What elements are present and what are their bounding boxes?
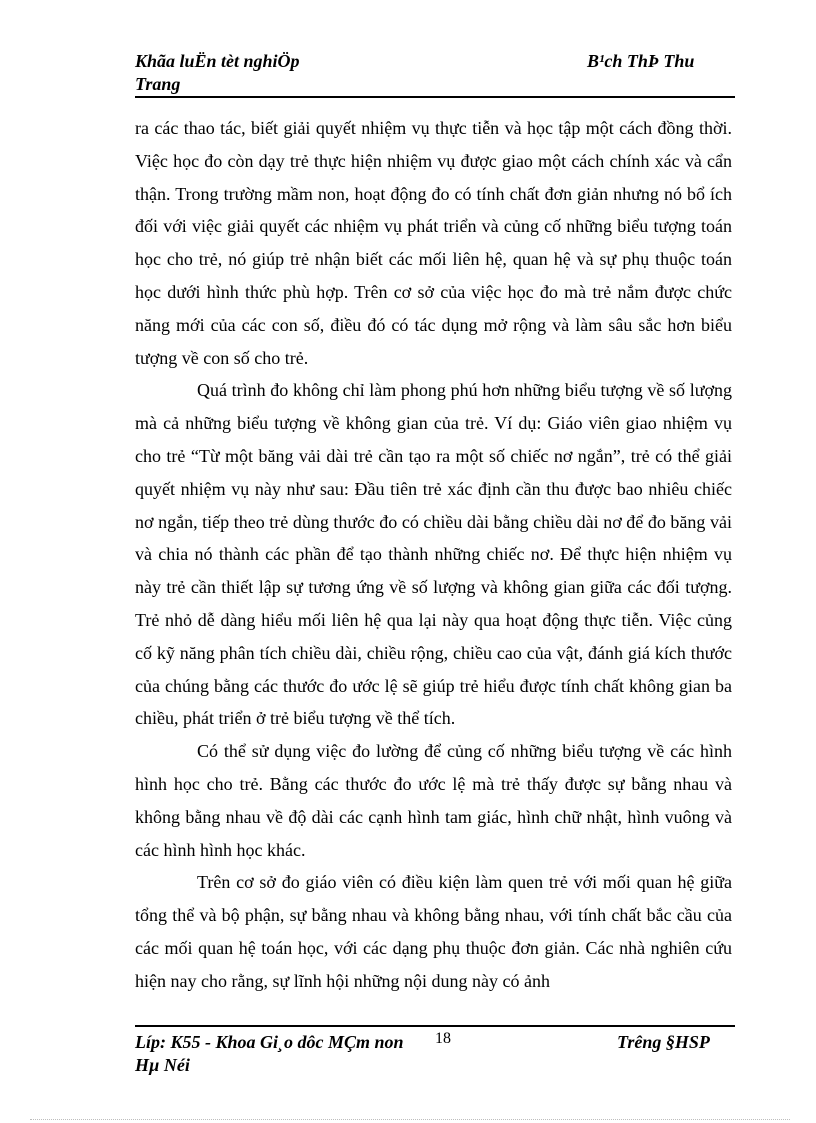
header-left [135, 50, 300, 96]
page-footer [135, 1025, 735, 1087]
header-trang-label: Trang [135, 74, 181, 94]
document-body [135, 112, 732, 998]
paragraph-1: ra các thao tác, biết giải quyết nhiệm vụ thực tiễn và học tập một cách đồng thời. Việc học đo còn dạy trẻ thực hiện nhiệm vụ được giao một cách chính xác và cẩn thận. Trong trường mầm non, hoạt động đo có tính chất đơn giản nhưng nó bổ ích đối với việc giải quyết các nhiệm vụ phát triển và củng cố những biểu tượng toán học cho trẻ, nó giúp trẻ nhận biết các mối liên hệ, quan hệ và sự phụ thuộc toán học dưới hình thức phù hợp. Trên cơ sở của việc học đo mà trẻ nắm được chức năng mới của các con số, điều đó có tác dụng mở rộng và làm sâu sắc hơn biểu tượng về con số cho trẻ. [135, 118, 732, 368]
page-header [135, 50, 735, 98]
paragraph-4: Trên cơ sở đo giáo viên có điều kiện làm quen trẻ với mối quan hệ giữa tổng thể và bộ phận, sự bằng nhau và không bằng nhau, với tính chất bắc cầu của các mối quan hệ toán học, với các dạng phụ thuộc đơn giản. Các nhà nghiên cứu hiện nay cho rằng, sự lĩnh hội những nội dung này có ảnh [135, 872, 732, 991]
footer-class-label: Líp: K55 - Khoa Gi¸o dôc MÇm non [135, 1032, 404, 1052]
header-thesis-label: Khãa luËn tèt nghiÖp [135, 51, 300, 71]
page-bottom-divider [30, 1119, 790, 1120]
paragraph-2: Quá trình đo không chỉ làm phong phú hơn những biểu tượng về số lượng mà cả những biểu tượng về không gian của trẻ. Ví dụ: Giáo viên giao nhiệm vụ cho trẻ “Từ một băng vải dài trẻ cần tạo ra một số chiếc nơ ngắn”, trẻ có thể giải quyết nhiệm vụ này như sau: Đầu tiên trẻ xác định cần thu được bao nhiêu chiếc nơ ngắn, tiếp theo trẻ dùng thước đo có chiều dài bằng chiều dài nơ để đo băng vải và chia nó thành các phần để tạo thành những chiếc nơ. Để thực hiện nhiệm vụ này trẻ cần thiết lập sự tương ứng về số lượng và không gian giữa các đối tượng. Trẻ nhỏ dễ dàng hiểu mối liên hệ qua lại này qua hoạt động thực tiễn. Việc củng cố kỹ năng phân tích chiều dài, chiều rộng, chiều cao của vật, đánh giá kích thước của chúng bằng các thước đo ước lệ sẽ giúp trẻ hiểu được tính chất không gian ba chiều, phát triển ở trẻ biểu tượng về thể tích. [135, 380, 732, 729]
paragraph-3: Có thể sử dụng việc đo lường để củng cố những biểu tượng về các hình hình học cho trẻ. Bằng các thước đo ước lệ mà trẻ thấy được sự bằng nhau và không bằng nhau về độ dài các cạnh hình tam giác, hình chữ nhật, hình vuông và các hình hình học khác. [135, 741, 732, 860]
page-number: 18 [435, 1030, 451, 1047]
footer-left [135, 1031, 404, 1077]
footer-city-label: Hµ Néi [135, 1055, 190, 1075]
header-author-name: B¹ch ThÞ Thu [587, 51, 695, 71]
footer-school-label: Trêng §HSP [617, 1032, 710, 1052]
